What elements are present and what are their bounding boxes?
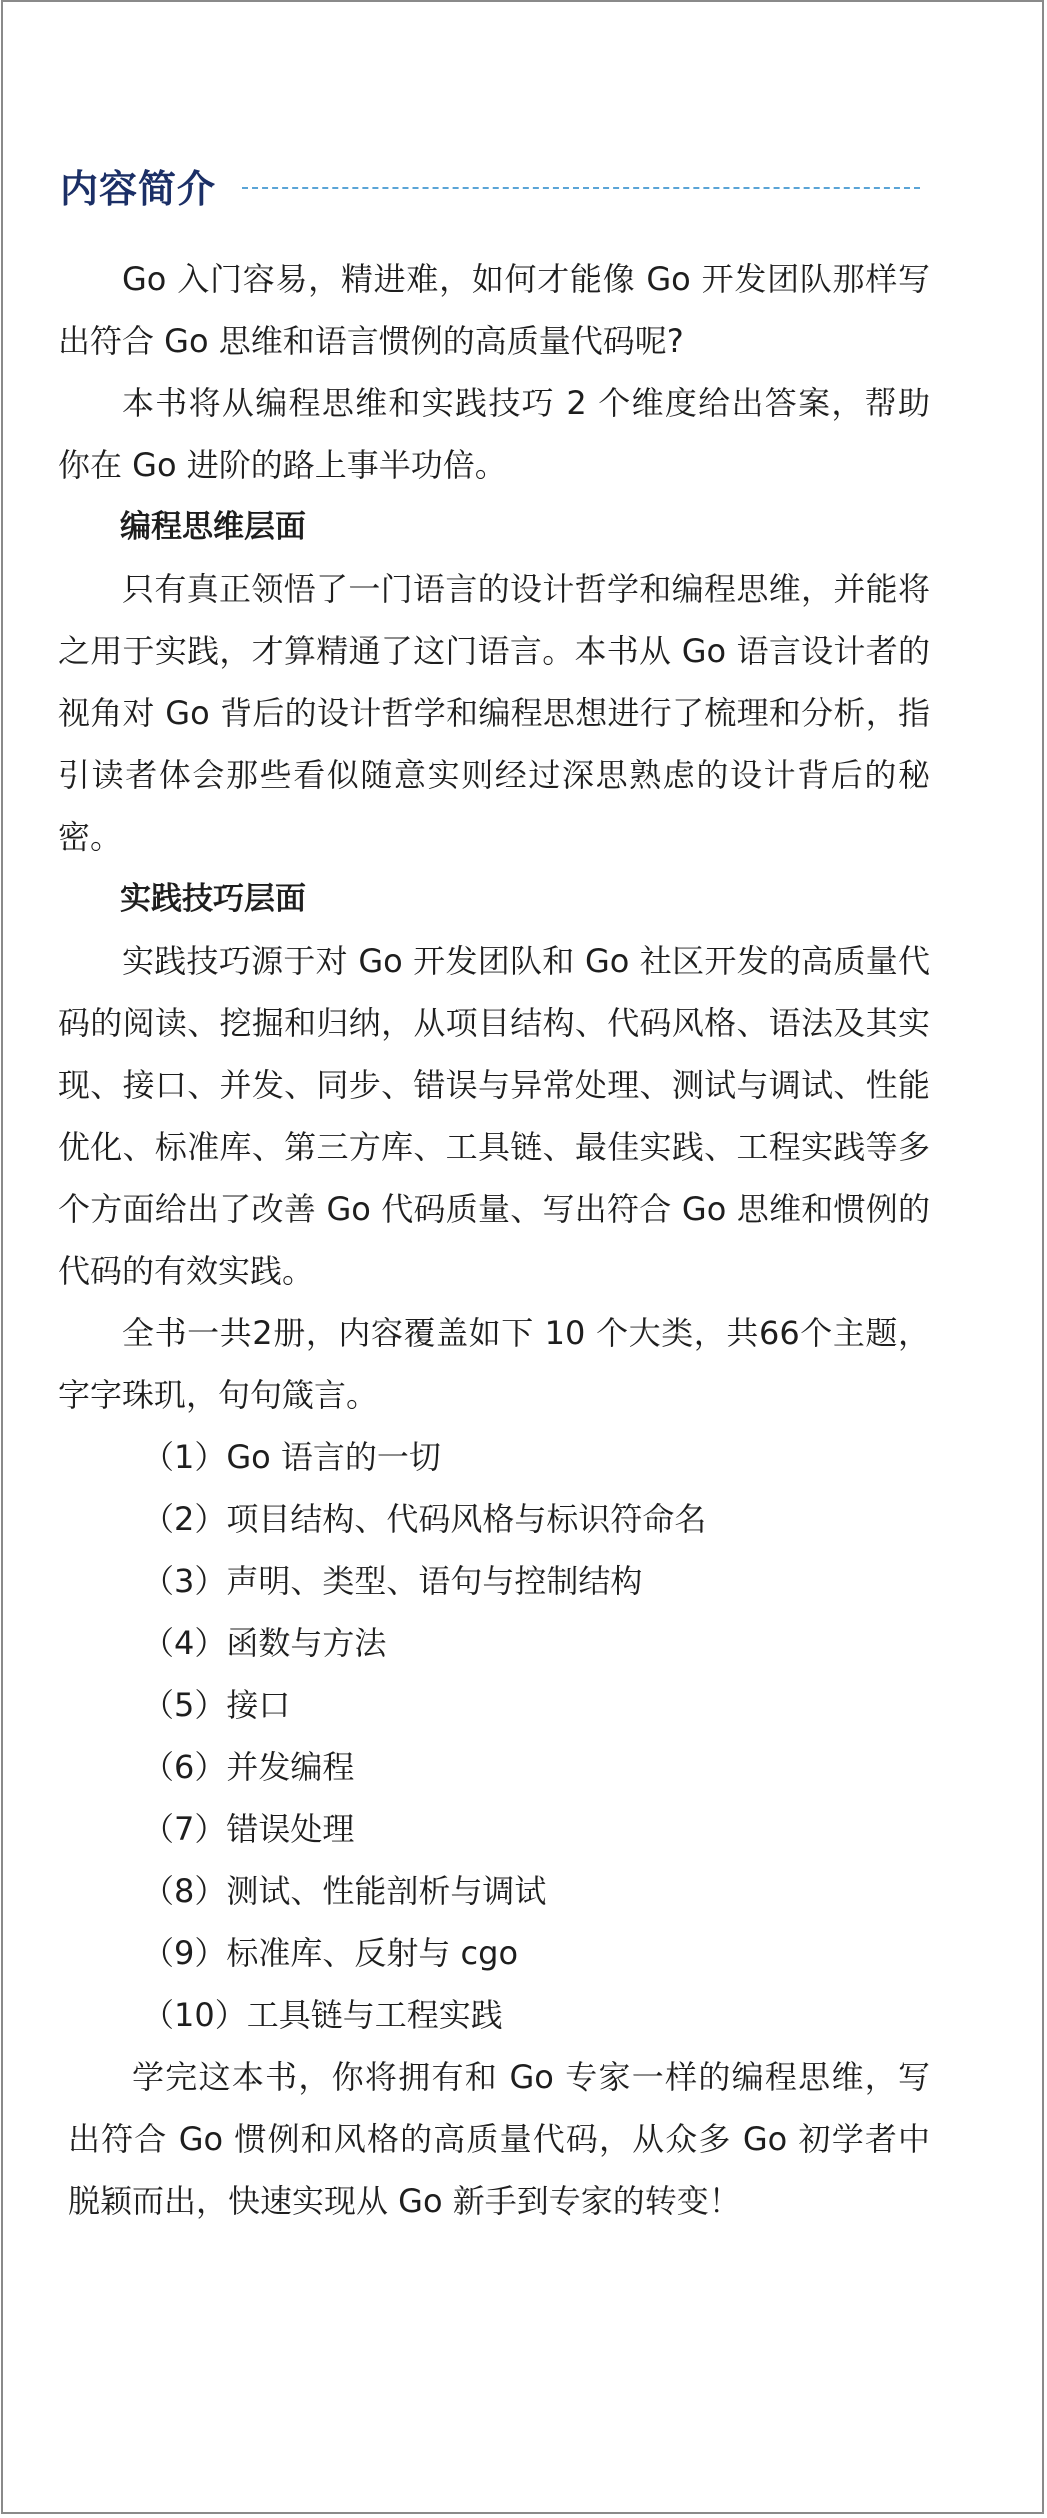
intro-paragraph: Go 入门容易，精进难，如何才能像 Go 开发团队那样写出符合 Go 思维和语言惯例的高质量代码呢? bbox=[58, 260, 930, 360]
topic-list-item: （2）项目结构、代码风格与标识符命名 bbox=[142, 1500, 707, 1538]
intro-paragraph: 本书将从编程思维和实践技巧 2 个维度给出答案，帮助你在 Go 进阶的路上事半功倍。 bbox=[58, 384, 930, 484]
section-heading bbox=[60, 155, 920, 215]
topic-list-item: （3）声明、类型、语句与控制结构 bbox=[142, 1562, 643, 1600]
topic-list-item: （8）测试、性能剖析与调试 bbox=[142, 1872, 547, 1910]
topic-list-item: （6）并发编程 bbox=[142, 1748, 355, 1786]
topic-list-item: （4）函数与方法 bbox=[142, 1624, 387, 1662]
programming-thinking-paragraph: 只有真正领悟了一门语言的设计哲学和编程思维，并能将之用于实践，才算精通了这门语言。本书从 Go 语言设计者的视角对 Go 背后的设计哲学和编程思想进行了梳理和分析，指引读者体会那些看似随意实则经过深思熟虑的设计背后的秘密。 bbox=[58, 570, 930, 856]
section-title: 内容简介 bbox=[60, 166, 217, 211]
practice-skills-paragraph: 实践技巧源于对 Go 开发团队和 Go 社区开发的高质量代码的阅读、挖掘和归纳，从项目结构、代码风格、语法及其实现、接口、并发、同步、错误与异常处理、测试与调试、性能优化、标准库、第三方库、工具链、最佳实践、工程实践等多个方面给出了改善 Go 代码质量、写出符合 Go 思维和惯例的代码的有效实践。 bbox=[58, 942, 930, 1290]
topic-list-item: （10）工具链与工程实践 bbox=[142, 1996, 503, 2034]
subheading-programming-thinking: 编程思维层面 bbox=[120, 509, 306, 545]
closing-paragraph: 学完这本书，你将拥有和 Go 专家一样的编程思维，写出符合 Go 惯例和风格的高质量代码，从众多 Go 初学者中脱颖而出，快速实现从 Go 新手到专家的转变！ bbox=[68, 2058, 930, 2220]
summary-paragraph: 全书一共2册，内容覆盖如下 10 个大类，共66个主题，字字珠玑，句句箴言。 bbox=[58, 1314, 930, 1414]
topic-list-item: （1）Go 语言的一切 bbox=[142, 1438, 441, 1476]
topic-list-item: （9）标准库、反射与 cgo bbox=[142, 1934, 519, 1972]
book-introduction bbox=[58, 248, 930, 2232]
topic-list-item: （5）接口 bbox=[142, 1686, 291, 1724]
subheading-practice-skills: 实践技巧层面 bbox=[120, 881, 306, 917]
dashed-divider bbox=[242, 187, 920, 189]
topic-list-item: （7）错误处理 bbox=[142, 1810, 355, 1848]
